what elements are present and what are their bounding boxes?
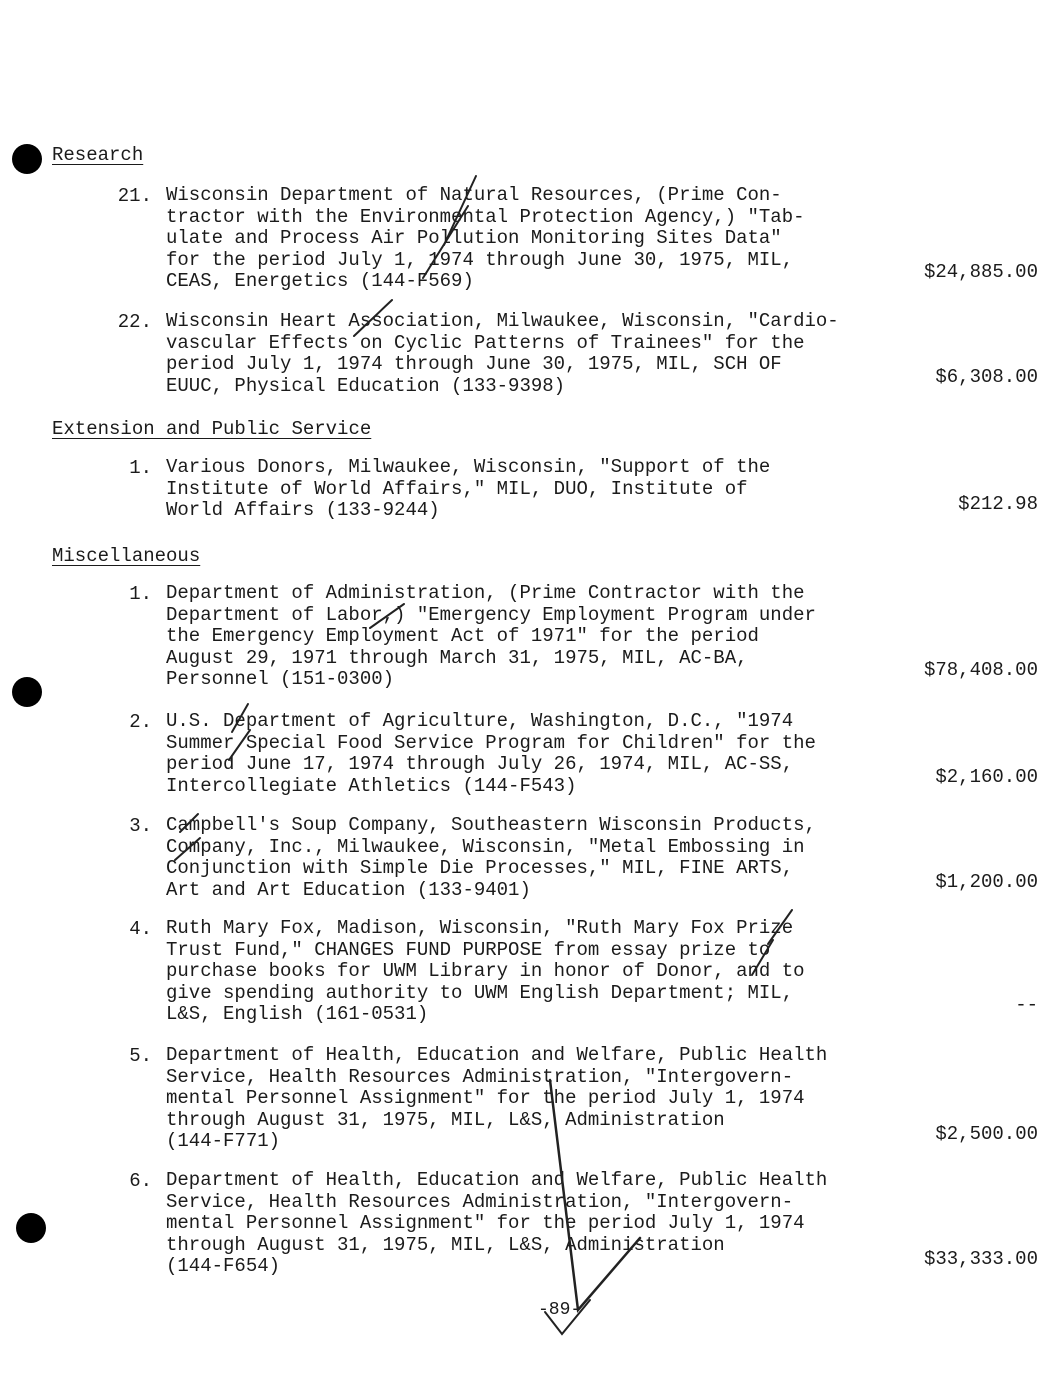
- miscellaneous-heading: Miscellaneous: [52, 545, 201, 567]
- item-line: (144-F771): [166, 1130, 281, 1152]
- item-amount: $2,500.00: [935, 1123, 1038, 1145]
- item-number: 6.: [129, 1170, 152, 1192]
- item-amount: $24,885.00: [923, 261, 1038, 283]
- item-line: August 29, 1971 through March 31, 1975, MIL, AC-BA,: [166, 646, 748, 669]
- item-line: CEAS, Energetics (144-F569): [166, 270, 474, 292]
- item-line: through August 31, 1975, MIL, L&S, Administration: [166, 1233, 725, 1256]
- item-line: Various Donors, Milwaukee, Wisconsin, "Support of the: [166, 456, 771, 478]
- item-amount: --: [1015, 994, 1038, 1016]
- check-stroke: [370, 604, 404, 628]
- item-number: 1.: [129, 583, 152, 605]
- item-amount: $33,333.00: [923, 1248, 1038, 1270]
- item-line: vascular Effects on Cyclic Patterns of Trainees" for the: [166, 331, 805, 354]
- item-line: Campbell's Soup Company, Southeastern Wisconsin Products,: [166, 814, 816, 836]
- page-number: -89-: [538, 1300, 582, 1320]
- check-stroke: [423, 206, 468, 278]
- item-line: Institute of World Affairs," MIL, DUO, Institute of: [166, 477, 748, 500]
- item-line: mental Personnel Assignment" for the period July 1, 1974: [166, 1212, 805, 1234]
- item-line: Ruth Mary Fox, Madison, Wisconsin, "Ruth Mary Fox Prize: [166, 917, 794, 939]
- item-line: the Emergency Employment Act of 1971" for the period: [166, 625, 759, 647]
- item-number: 4.: [129, 918, 152, 940]
- check-stroke: [180, 814, 198, 832]
- item-line: Summer Special Food Service Program for Children" for the: [166, 731, 816, 754]
- item-amount: $6,308.00: [935, 366, 1038, 388]
- item-line: tractor with the Environmental Protection Agency,) "Tab-: [166, 205, 805, 228]
- item-amount: $78,408.00: [923, 659, 1038, 681]
- item-line: period July 1, 1974 through June 30, 1975, MIL, SCH OF: [166, 353, 782, 375]
- item-line: Art and Art Education (133-9401): [166, 878, 531, 901]
- item-line: EUUC, Physical Education (133-9398): [166, 374, 566, 397]
- item-number: 2.: [129, 711, 152, 733]
- item-number: 22.: [117, 311, 152, 333]
- check-stroke: [752, 940, 773, 975]
- item-line: L&S, English (161-0531): [166, 1003, 429, 1025]
- item-number: 1.: [129, 457, 152, 479]
- research-heading: Research: [52, 144, 144, 166]
- item-line: period June 17, 1974 through July 26, 1974, MIL, AC-SS,: [166, 753, 794, 775]
- item-number: 5.: [129, 1045, 152, 1067]
- item-amount: $2,160.00: [935, 766, 1038, 788]
- item-line: Service, Health Resources Administration, "Intergovern-: [166, 1190, 794, 1213]
- check-stroke: [229, 730, 250, 760]
- item-line: Trust Fund," CHANGES FUND PURPOSE from essay prize to: [166, 938, 771, 961]
- item-line: Department of Health, Education and Welfare, Public Health: [166, 1169, 828, 1191]
- item-amount: $1,200.00: [935, 871, 1038, 893]
- check-stroke: [768, 910, 792, 944]
- item-line: give spending authority to UWM English Department; MIL,: [166, 981, 794, 1004]
- item-line: Department of Health, Education and Welfare, Public Health: [166, 1044, 828, 1066]
- extension-heading: Extension and Public Service: [52, 418, 372, 440]
- large-check-mark: [550, 1080, 640, 1310]
- item-line: U.S. Department of Agriculture, Washington, D.C., "1974: [166, 710, 794, 732]
- item-line: purchase books for UWM Library in honor of Donor, and to: [166, 960, 805, 982]
- item-line: Department of Administration, (Prime Contractor with the: [166, 582, 805, 604]
- item-number: 21.: [117, 185, 152, 207]
- item-line: mental Personnel Assignment" for the period July 1, 1974: [166, 1087, 805, 1109]
- item-line: through August 31, 1975, MIL, L&S, Administration: [166, 1108, 725, 1131]
- item-line: Department of Labor,) "Emergency Employment Program under: [166, 603, 816, 626]
- item-line: ulate and Process Air Pollution Monitoring Sites Data": [166, 227, 782, 249]
- item-line: for the period July 1, 1974 through June 30, 1975, MIL,: [166, 248, 794, 271]
- item-line: Wisconsin Heart Association, Milwaukee, Wisconsin, "Cardio-: [166, 310, 839, 332]
- item-line: (144-F654): [166, 1255, 281, 1277]
- item-line: Personnel (151-0300): [166, 668, 395, 690]
- item-line: Wisconsin Department of Natural Resources, (Prime Con-: [166, 184, 782, 206]
- item-number: 3.: [129, 815, 152, 837]
- check-stroke: [354, 300, 392, 336]
- item-amount: $212.98: [958, 493, 1038, 515]
- check-stroke: [232, 704, 248, 732]
- check-stroke: [444, 176, 476, 245]
- item-line: Conjunction with Simple Die Processes," MIL, FINE ARTS,: [166, 857, 794, 879]
- item-line: Service, Health Resources Administration, "Intergovern-: [166, 1065, 794, 1088]
- item-line: Company, Inc., Milwaukee, Wisconsin, "Metal Embossing in: [166, 835, 805, 858]
- item-line: Intercollegiate Athletics (144-F543): [166, 774, 577, 797]
- item-line: World Affairs (133-9244): [166, 499, 440, 521]
- check-stroke: [175, 838, 200, 860]
